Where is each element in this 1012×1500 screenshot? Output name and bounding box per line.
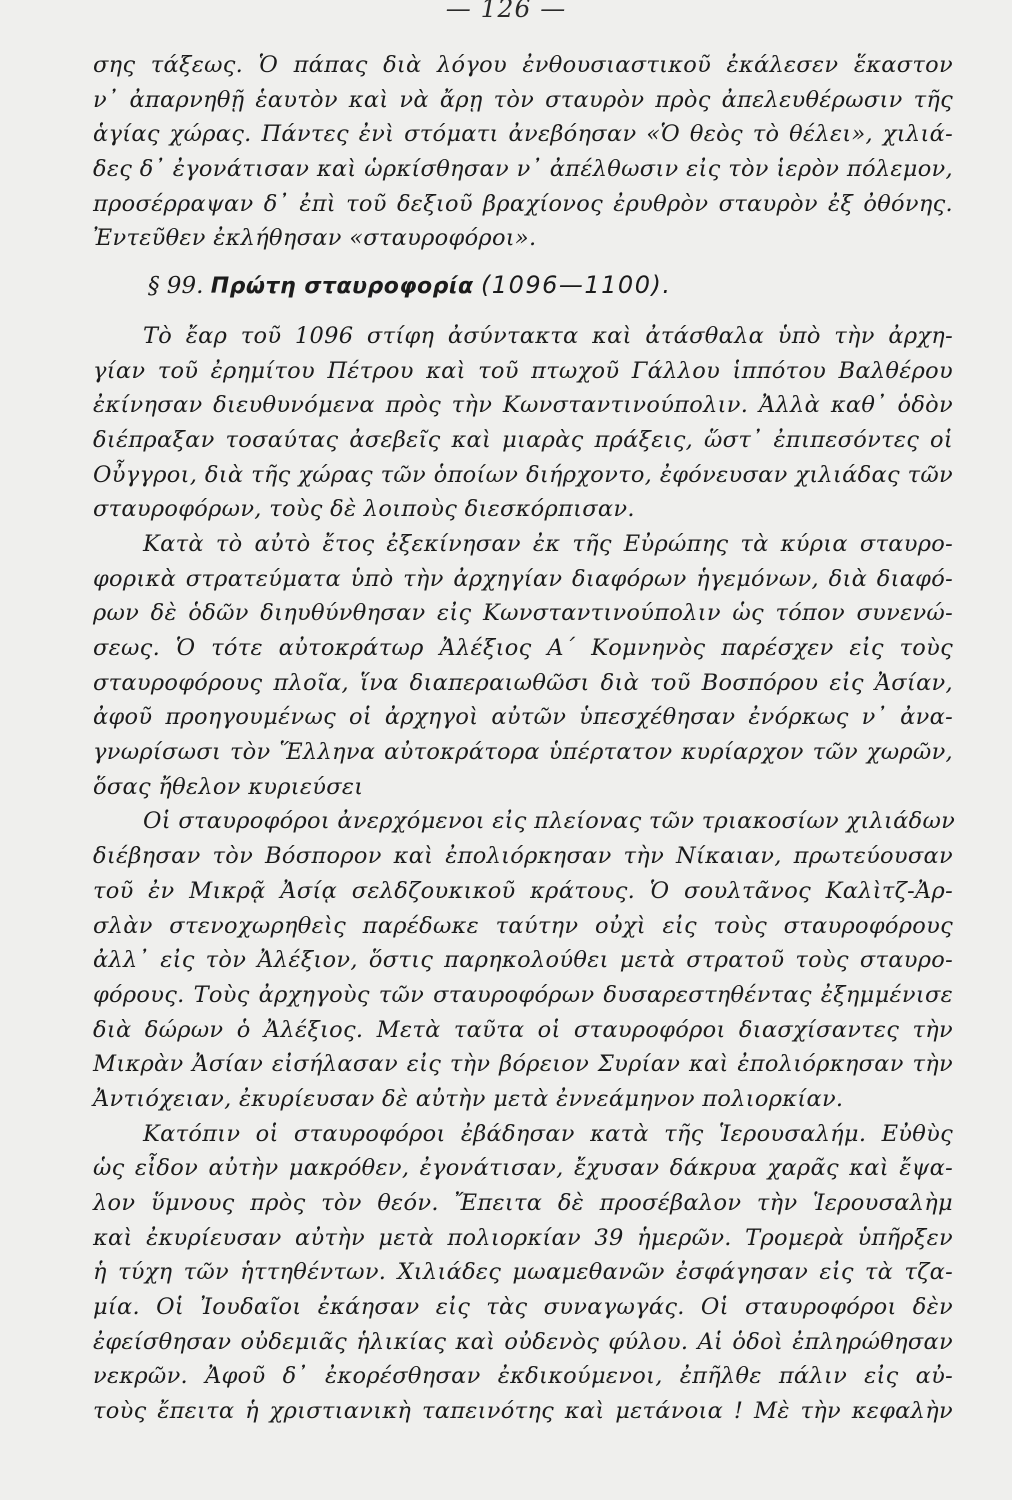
text-line: γίαν τοῦ ἐρημίτου Πέτρου καὶ τοῦ πτωχοῦ Γάλλου ἱππότου Βαλθέρου	[93, 357, 953, 384]
text-line: ὡς εἶδον αὐτὴν μακρόθεν, ἐγονάτισαν, ἔχυσαν δάκρυα χαρᾶς καὶ ἔψα-	[93, 1155, 953, 1182]
text-line: Κατόπιν οἱ σταυροφόροι ἐβάδησαν κατὰ τῆς Ἱερουσαλήμ. Εὐθὺς	[143, 1120, 953, 1147]
text-line: ἐφείσθησαν οὐδεμιᾶς ἡλικίας καὶ οὐδενὸς φύλου. Αἱ ὁδοὶ ἐπληρώθησαν	[93, 1328, 953, 1355]
text-line: Κατὰ τὸ αὐτὸ ἔτος ἐξεκίνησαν ἐκ τῆς Εὐρώπης τὰ κύρια σταυρο-	[143, 530, 953, 557]
text-line: τοὺς ἔπειτα ἡ χριστιανικὴ ταπεινότης καὶ μετάνοια ! Μὲ τὴν κεφαλὴν	[93, 1398, 953, 1425]
section-title: Πρώτη σταυροφορία	[210, 274, 474, 300]
text-line: ὅσας ἤθελον κυριεύσει	[93, 773, 364, 800]
text-line: ἐκίνησαν διευθυνόμενα πρὸς τὴν Κωνσταντινούπολιν. Ἀλλὰ καθ᾿ ὁδὸν	[93, 392, 953, 419]
text-line: ἀφοῦ προηγουμένως οἱ ἀρχηγοὶ αὐτῶν ὑπεσχέθησαν ἐνόρκως ν᾿ ἀνα-	[93, 704, 953, 731]
text-line: σλὰν στενοχωρηθεὶς παρέδωκε ταύτην οὐχὶ εἰς τοὺς σταυροφόρους	[93, 912, 953, 939]
text-line: ἡ τύχη τῶν ἡττηθέντων. Χιλιάδες μωαμεθανῶν ἐσφάγησαν εἰς τὰ τζα-	[93, 1259, 953, 1286]
text-line: ρων δὲ ὁδῶν διηυθύνθησαν εἰς Κωνσταντινούπολιν ὡς τόπον συνενώ-	[93, 600, 953, 627]
text-line: Τὸ ἔαρ τοῦ 1096 στίφη ἀσύντακτα καὶ ἀτάσθαλα ὑπὸ τὴν ἀρχη-	[143, 322, 953, 349]
text-line: δες δ᾿ ἐγονάτισαν καὶ ὡρκίσθησαν ν᾿ ἀπέλθωσιν εἰς τὸν ἱερὸν πόλεμον,	[93, 156, 953, 183]
text-line: σταυροφόρους πλοῖα, ἵνα διαπεραιωθῶσι διὰ τοῦ Βοσπόρου εἰς Ἀσίαν,	[93, 669, 953, 696]
text-line: ἀλλ᾿ εἰς τὸν Ἀλέξιον, ὅστις παρηκολούθει μετὰ στρατοῦ τοὺς σταυρο-	[93, 947, 953, 974]
section-number: § 99.	[148, 273, 204, 300]
text-line: Ἀντιόχειαν, ἐκυρίευσαν δὲ αὐτὴν μετὰ ἐννεάμηνον πολιορκίαν.	[93, 1085, 844, 1112]
text-line: σης τάξεως. Ὁ πάπας διὰ λόγου ἐνθουσιαστικοῦ ἐκάλεσεν ἕκαστον	[93, 52, 953, 78]
text-line: Ἐντεῦθεν ἐκλήθησαν «σταυροφόροι».	[93, 225, 537, 252]
text-line: νεκρῶν. Ἀφοῦ δ᾿ ἐκορέσθησαν ἐκδικούμενοι, ἐπῆλθε πάλιν εἰς αὐ-	[93, 1363, 953, 1390]
text-line: γνωρίσωσι τὸν Ἕλληνα αὐτοκράτορα ὑπέρτατον κυρίαρχον τῶν χωρῶν,	[93, 739, 953, 766]
text-line: σεως. Ὁ τότε αὐτοκράτωρ Ἀλέξιος Α΄ Κομνηνὸς παρέσχεν εἰς τοὺς	[93, 635, 953, 661]
section-dates: (1096—1100).	[480, 271, 672, 300]
text-line: ἁγίας χώρας. Πάντες ἐνὶ στόματι ἀνεβόησαν «Ὁ θεὸς τὸ θέλει», χιλιά-	[93, 121, 953, 148]
text-line: Οὖγγροι, διὰ τῆς χώρας τῶν ὁποίων διήρχοντο, ἐφόνευσαν χιλιάδας τῶν	[93, 461, 953, 488]
text-line: καὶ ἐκυρίευσαν αὐτὴν μετὰ πολιορκίαν 39 ἡμερῶν. Τρομερὰ ὑπῆρξεν	[93, 1224, 953, 1251]
text-line: προσέρραψαν δ᾿ ἐπὶ τοῦ δεξιοῦ βραχίονος ἐρυθρὸν σταυρὸν ἐξ ὀθόνης.	[93, 190, 953, 217]
text-line: ν᾿ ἀπαρνηθῇ ἑαυτὸν καὶ νὰ ἄρῃ τὸν σταυρὸν πρὸς ἀπελευθέρωσιν τῆς	[93, 86, 953, 113]
text-line: φορικὰ στρατεύματα ὑπὸ τὴν ἀρχηγίαν διαφόρων ἡγεμόνων, διὰ διαφό-	[93, 565, 953, 592]
text-line: διὰ δώρων ὁ Ἀλέξιος. Μετὰ ταῦτα οἱ σταυροφόροι διασχίσαντες τὴν	[93, 1016, 953, 1043]
page-number: — 126 —	[445, 0, 567, 23]
text-line: φόρους. Τοὺς ἀρχηγοὺς τῶν σταυροφόρων δυσαρεστηθέντας ἐξημμένισε	[93, 981, 953, 1008]
text-line: σταυροφόρων, τοὺς δὲ λοιποὺς διεσκόρπισαν.	[93, 496, 635, 523]
text-line: Μικρὰν Ἀσίαν εἰσήλασαν εἰς τὴν βόρειον Συρίαν καὶ ἐπολιόρκησαν τὴν	[93, 1051, 953, 1078]
body-text	[93, 48, 956, 1429]
section-heading	[93, 268, 953, 303]
text-line: μία. Οἱ Ἰουδαῖοι ἐκάησαν εἰς τὰς συναγωγάς. Οἱ σταυροφόροι δὲν	[93, 1294, 953, 1321]
text-line: διέπραξαν τοσαύτας ἀσεβεῖς καὶ μιαρὰς πράξεις, ὥστ᾿ ἐπιπεσόντες οἱ	[93, 426, 953, 453]
text-line: Οἱ σταυροφόροι ἀνερχόμενοι εἰς πλείονας τῶν τριακοσίων χιλιάδων	[143, 808, 956, 835]
text-line: λον ὕμνους πρὸς τὸν θεόν. Ἔπειτα δὲ προσέβαλον τὴν Ἱερουσαλὴμ	[93, 1190, 953, 1216]
text-line: διέβησαν τὸν Βόσπορον καὶ ἐπολιόρκησαν τὴν Νίκαιαν, πρωτεύουσαν	[93, 843, 953, 870]
text-line: τοῦ ἐν Μικρᾷ Ἀσίᾳ σελδζουκικοῦ κράτους. Ὁ σουλτᾶνος Καλὶτζ-Ἀρ-	[93, 877, 953, 904]
